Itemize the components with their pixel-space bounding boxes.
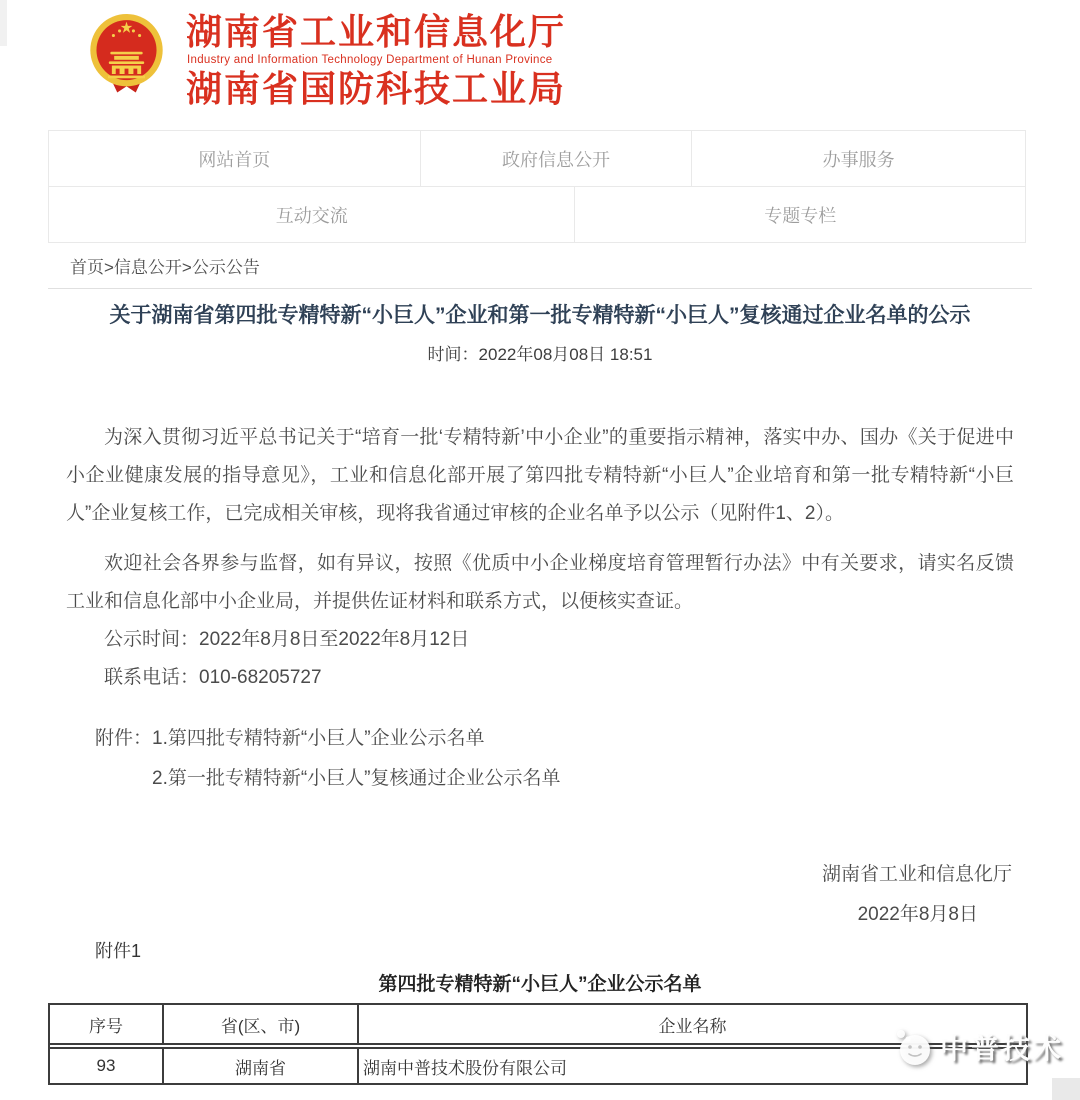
breadcrumb[interactable]: 首页>信息公开>公示公告 — [70, 258, 260, 277]
nav-item-services[interactable]: 办事服务 — [692, 131, 1026, 187]
main-nav — [48, 130, 1026, 243]
table-row — [50, 1049, 1026, 1083]
table-header-serial: 序号 — [89, 1016, 123, 1036]
site-header — [0, 0, 1080, 130]
table-cell-serial: 93 — [96, 1056, 116, 1075]
nav-item-gov-info[interactable]: 政府信息公开 — [421, 131, 693, 187]
table-header-province: 省(区、市) — [162, 1005, 357, 1043]
watermark-text: 中普技术 — [939, 1033, 1064, 1064]
attachment-item-1: 1.第四批专精特新“小巨人”企业公示名单 — [152, 728, 485, 749]
org-name-line2: 湖南省国防科技工业局 — [186, 68, 567, 109]
page-title: 关于湖南省第四批专精特新“小巨人”企业和第一批专精特新“小巨人”复核通过企业名单的公示 — [109, 304, 971, 327]
appendix-label: 附件1 — [95, 941, 142, 961]
article-body — [66, 419, 1014, 697]
national-emblem-icon — [88, 13, 165, 95]
org-title-block — [186, 12, 566, 109]
attachments-block — [95, 719, 1014, 799]
paragraph-1: 为深入贯彻习近平总书记关于“培育一批‘专精特新’中小企业”的重要指示精神，落实中办、国办《关于促进中小企业健康发展的指导意见》，工业和信息化部开展了第四批专精特新“小巨人”企业培育和第一批专精特新“小巨人”企业复核工作，已完成相关审核，现将我省通过审核的企业名单予以公示（见附件1、2）。 — [66, 427, 1014, 524]
publicity-period-line: 公示时间：2022年8月8日至2022年8月12日 — [104, 629, 470, 650]
paragraph-2: 欢迎社会各界参与监督，如有异议，按照《优质中小企业梯度培育管理暂行办法》中有关要求，请实名反馈工业和信息化部中小企业局，并提供佐证材料和联系方式，以便核实查证。 — [66, 553, 1014, 612]
table-cell-company: 湖南中普技术股份有限公司 — [357, 1049, 1026, 1083]
publish-time: 时间：2022年08月08日 18:51 — [427, 345, 653, 364]
table-cell-province: 湖南省 — [162, 1049, 357, 1083]
nav-row-1 — [49, 131, 1026, 187]
nav-item-special-columns[interactable]: 专题专栏 — [575, 187, 1026, 243]
attachment-item-2: 2.第一批专精特新“小巨人”复核通过企业公示名单 — [152, 768, 561, 789]
org-name-line1: 湖南省工业和信息化厅 — [186, 11, 567, 52]
attachment-line-1 — [95, 719, 1014, 759]
org-name-english: Industry and Information Technology Department of Hunan Province — [187, 54, 553, 66]
signature-organization: 湖南省工业和信息化厅 — [821, 864, 1012, 885]
attachments-label: 附件： — [95, 728, 153, 749]
enterprise-table — [48, 1003, 1028, 1085]
signature-block — [0, 855, 1080, 935]
signature-date: 2022年8月8日 — [857, 904, 978, 925]
nav-item-interaction[interactable]: 互动交流 — [49, 187, 575, 243]
contact-phone-line: 联系电话：010-68205727 — [104, 667, 322, 688]
table-title: 第四批专精特新“小巨人”企业公示名单 — [378, 974, 702, 995]
nav-item-home[interactable]: 网站首页 — [49, 131, 421, 187]
corner-shade — [1052, 1078, 1080, 1100]
table-header-row — [50, 1005, 1026, 1045]
attachment-line-2 — [95, 759, 1014, 799]
nav-row-2 — [49, 187, 1026, 243]
table-header-company: 企业名称 — [357, 1005, 1026, 1043]
breadcrumb-bar — [48, 243, 1032, 289]
